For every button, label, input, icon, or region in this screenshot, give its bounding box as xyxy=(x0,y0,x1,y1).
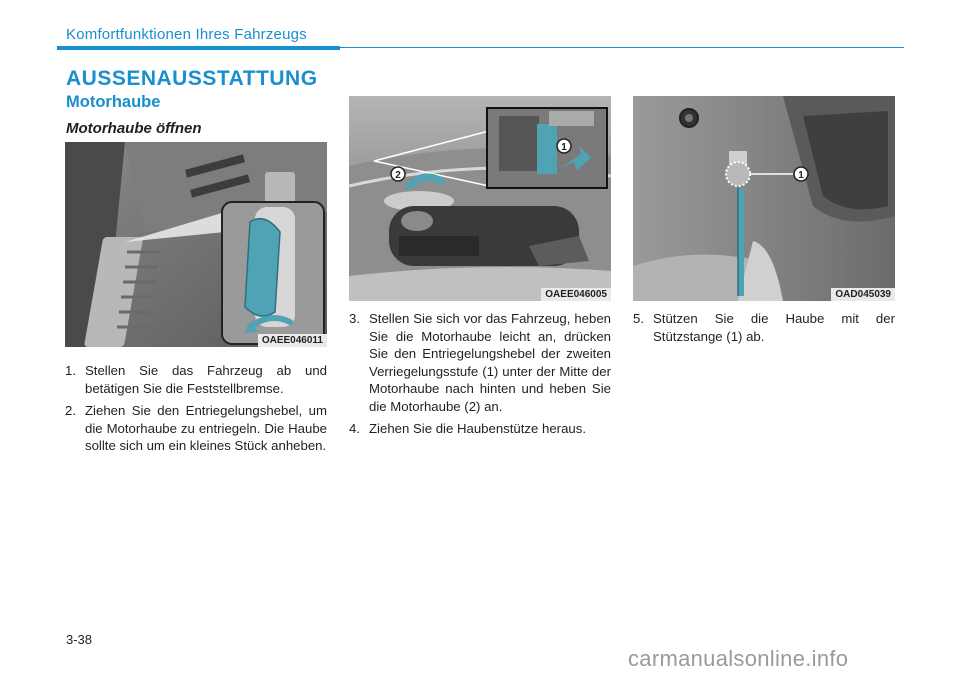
steps-list xyxy=(633,310,895,345)
figure-code: OAD045039 xyxy=(831,288,895,301)
chapter-title: Komfortfunktionen Ihres Fahrzeugs xyxy=(66,26,307,43)
figure-secondary-latch xyxy=(349,96,611,301)
step-item: 4. Ziehen Sie die Haubenstütze heraus. xyxy=(349,421,587,436)
step-item: 2. Ziehen Sie den Entriegelungshebel, um die Motorhaube zu entriegeln. Die Haube sollte sich um ein kleines Stück anheben. xyxy=(65,403,327,453)
callout-1: 1 xyxy=(561,142,567,153)
support-rod-illustration xyxy=(633,96,895,301)
callout-1: 1 xyxy=(798,170,804,181)
header-rule-thick xyxy=(57,46,340,50)
step-item: 1. Stellen Sie das Fahrzeug ab und betätigen Sie die Feststellbremse. xyxy=(65,363,327,396)
hood-release-illustration xyxy=(65,142,327,347)
steps-list xyxy=(65,362,327,455)
figure-hood-support-rod xyxy=(633,96,895,301)
column-3-text xyxy=(633,310,895,350)
secondary-latch-illustration xyxy=(349,96,611,301)
header-rule-thin xyxy=(340,47,904,48)
figure-hood-release-lever xyxy=(65,142,327,347)
figure-code: OAEE046011 xyxy=(258,334,327,347)
watermark: carmanualsonline.info xyxy=(628,646,849,671)
column-1-text xyxy=(65,362,327,460)
section-title: AUSSENAUSSTATTUNG xyxy=(66,67,318,90)
steps-list xyxy=(349,310,611,438)
column-2-text xyxy=(349,310,611,443)
subsection-title: Motorhaube xyxy=(66,93,161,111)
callout-2: 2 xyxy=(395,170,401,181)
page-number: 3-38 xyxy=(66,632,93,647)
figure-code: OAEE046005 xyxy=(541,288,611,301)
step-item: 5. Stützen Sie die Haube mit der Stützstange (1) ab. xyxy=(633,311,895,344)
step-item: 3. Stellen Sie sich vor das Fahrzeug, heben Sie die Motorhaube leicht an, drücken Sie den Entriegelungshebel der zweiten Verriegelungsstufe (1) unter der Mitte der Motorhaube nach hinten und heben Sie die Motorhaube (2) an. xyxy=(349,311,611,414)
subsubsection-title: Motorhaube öffnen xyxy=(66,120,202,137)
